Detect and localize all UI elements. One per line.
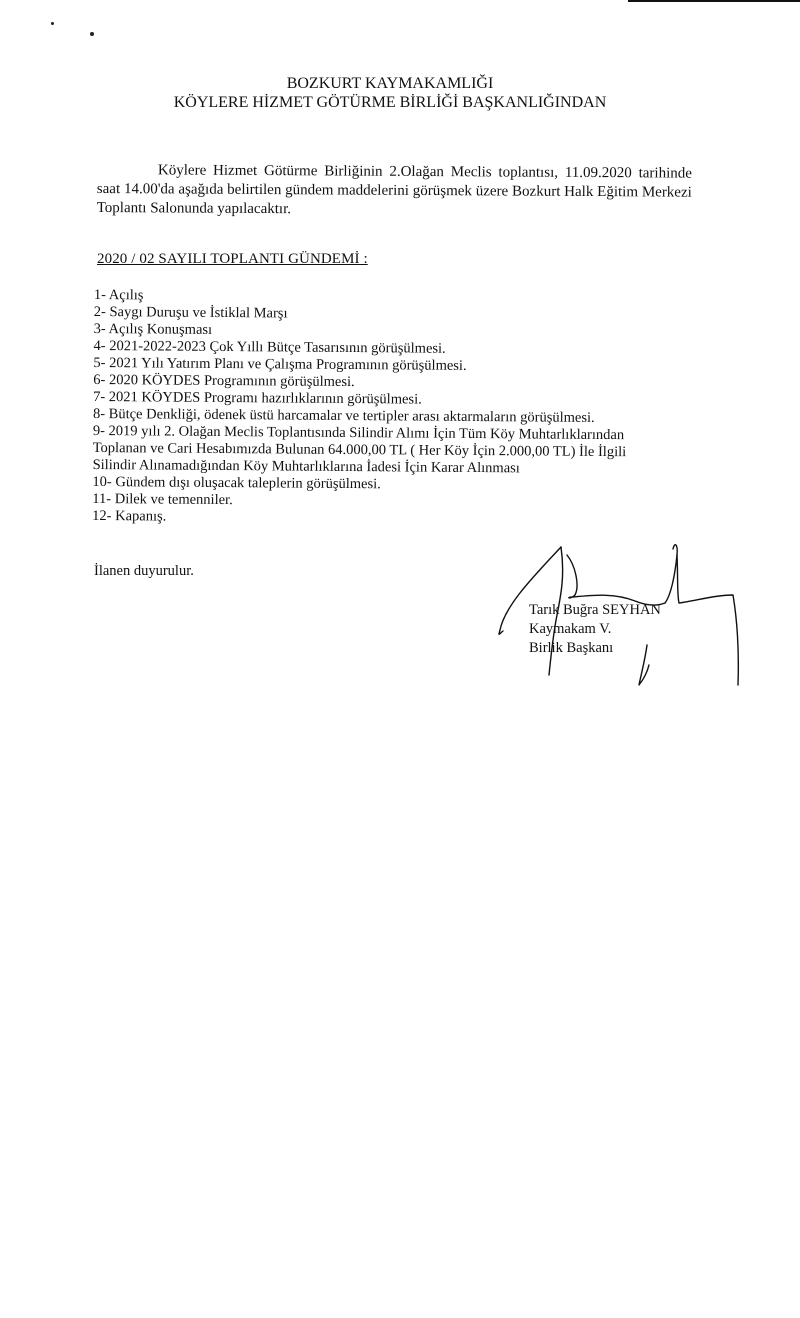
agenda-item: 1- Açılış <box>93 287 144 304</box>
agenda-title: 2020 / 02 SAYILI TOPLANTI GÜNDEMİ : <box>97 251 368 267</box>
header-line-2: KÖYLERE HİZMET GÖTÜRME BİRLİĞİ BAŞKANLIĞINDAN <box>173 94 607 111</box>
agenda-item: 2- Saygı Duruşu ve İstiklal Marşı <box>93 303 288 322</box>
agenda-item: 9- 2019 yılı 2. Olağan Meclis Toplantısında Silindir Alımı İçin Tüm Köy Muhtarlıklarından <box>92 422 625 444</box>
agenda-item: 12- Kapanış. <box>92 507 167 525</box>
agenda-item: 6- 2020 KÖYDES Programının görüşülmesi. <box>93 371 355 391</box>
agenda-item: 11- Dilek ve temenniler. <box>92 490 233 509</box>
signatory-title: Birlik Başkanı <box>529 640 614 656</box>
agenda-item: 10- Gündem dışı oluşacak taleplerin görüşülmesi. <box>92 473 381 493</box>
agenda-item: 7- 2021 KÖYDES Programı hazırlıklarının görüşülmesi. <box>93 388 422 408</box>
top-rule <box>628 0 800 2</box>
agenda-list <box>92 287 714 530</box>
handwritten-signature <box>495 535 745 695</box>
agenda-item: 5- 2021 Yılı Yatırım Planı ve Çalışma Programının görüşülmesi. <box>93 354 467 374</box>
agenda-item-continued: Silindir Alınamadığından Köy Muhtarlıklarına İadesi İçin Karar Alınması <box>92 456 520 477</box>
signatory-title: Kaymakam V. <box>529 621 612 637</box>
scan-dot <box>90 32 94 36</box>
intro-text: Köylere Hizmet Götürme Birliğinin 2.Olağan Meclis toplantısı, 11.09.2020 tarihinde saat 14.00'da aşağıda belirtilen gündem maddelerini görüşmek üzere Bozkurt Halk Eğitim Merkezi Toplantı Salonunda yapılacaktır. <box>96 162 692 218</box>
intro-paragraph <box>97 161 692 222</box>
agenda-item: 8- Bütçe Denkliği, ödenek üstü harcamalar ve tertipler arası aktarmaların görüşülmesi. <box>92 405 595 426</box>
letterhead <box>0 74 800 112</box>
signatory-name: Tarık Buğra SEYHAN <box>529 602 661 618</box>
agenda-item-continued: Toplanan ve Cari Hesabımızda Bulunan 64.000,00 TL ( Her Köy İçin 2.000,00 TL) İle İlgili <box>92 439 627 461</box>
agenda-item: 4- 2021-2022-2023 Çok Yıllı Bütçe Tasarısının görüşülmesi. <box>93 337 446 357</box>
header-line-1: BOZKURT KAYMAKAMLIĞI <box>286 75 494 92</box>
agenda-item: 3- Açılış Konuşması <box>93 320 213 338</box>
closing-text: İlanen duyurulur. <box>94 563 194 579</box>
scan-dot <box>51 22 54 25</box>
